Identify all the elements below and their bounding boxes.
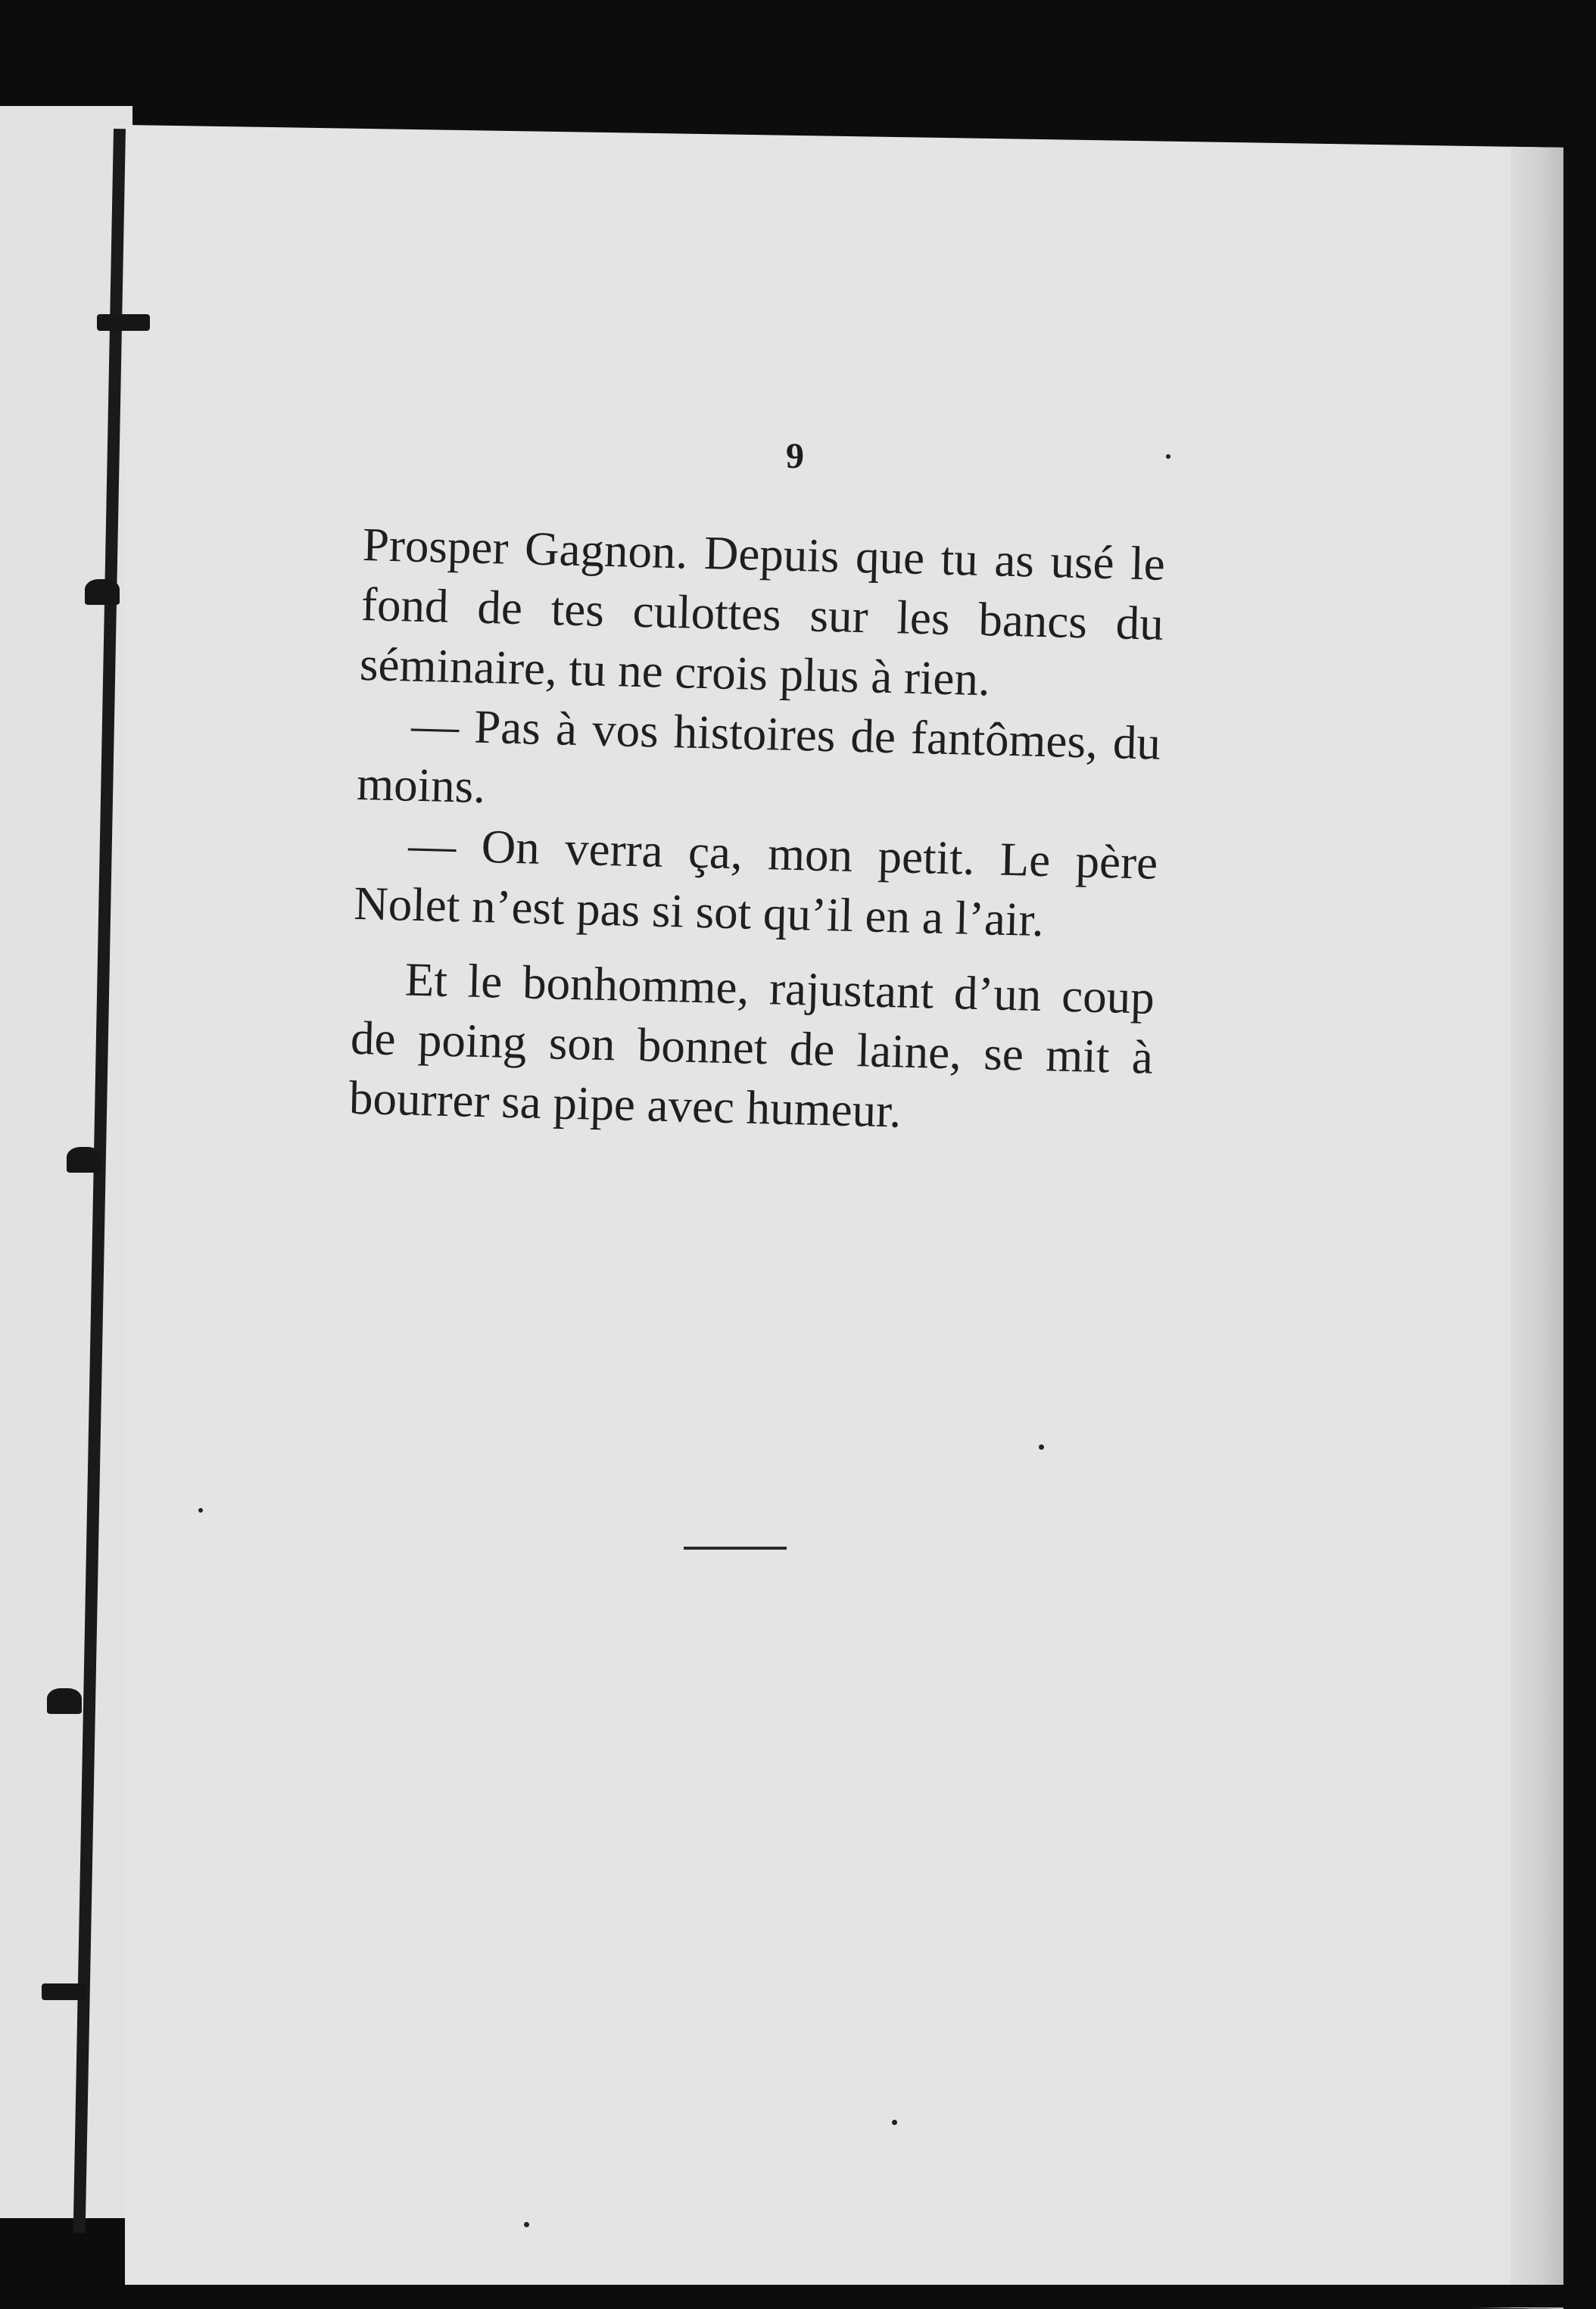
binding-stitch [97,314,150,331]
print-speck [198,1508,203,1513]
print-speck [892,2120,897,2125]
paragraph: — Pas à vos histoires de fantômes, du moins. [356,698,1161,814]
section-divider [684,1547,787,1550]
page-body-text [348,515,1165,1148]
paragraph: Et le bonhomme, rajustant d’un coup de poing son bonnet de laine, se mit à bourrer sa pipe avec humeur. [348,952,1155,1138]
book-page [125,125,1563,2309]
paragraph: Prosper Gagnon. Depuis que tu as usé le fond de tes culottes sur les bancs du séminaire, tu ne crois plus à rien. [359,517,1166,706]
paragraph: — On verra ça, mon petit. Le père Nolet n’est pas si sot qu’il en a l’air. [353,818,1158,947]
binding-stitch [85,579,120,605]
print-speck [1166,454,1171,459]
binding-stitch [47,1688,82,1714]
print-speck [524,2222,529,2227]
page-edge [1510,147,1563,2309]
binding-stitch [67,1147,101,1173]
page-number: 9 [786,436,804,476]
binding-stitch [42,1983,87,2000]
background-edge [0,2285,1596,2307]
print-speck [1039,1444,1044,1450]
